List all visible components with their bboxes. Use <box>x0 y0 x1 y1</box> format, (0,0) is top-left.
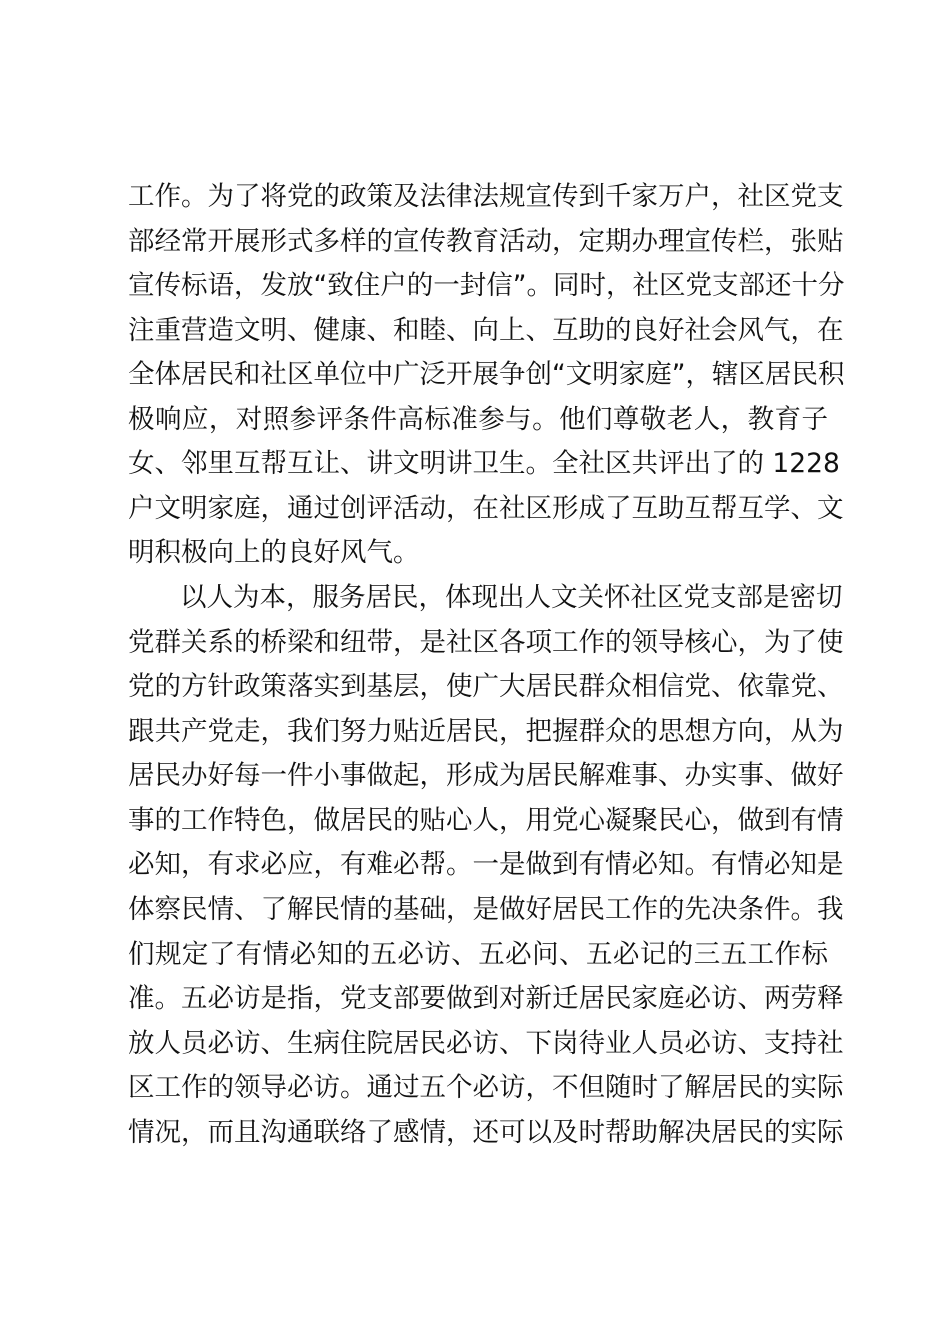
text-line: 体察民情、了解民情的基础，是做好居民工作的先决条件。我 <box>128 894 844 925</box>
text-line: 居民办好每一件小事做起，形成为居民解难事、办实事、做好 <box>128 760 844 791</box>
text-line: 必知，有求必应，有难必帮。一是做到有情必知。有情必知是 <box>128 849 844 880</box>
text-line: 极响应，对照参评条件高标准参与。他们尊敬老人，教育子 <box>128 404 828 435</box>
text-line: 注重营造文明、健康、和睦、向上、互助的良好社会风气，在 <box>128 315 844 346</box>
text-line: 宣传标语，发放“致住户的一封信”。同时，社区党支部还十分 <box>128 270 845 301</box>
text-line: 全体居民和社区单位中广泛开展争创“文明家庭”，辖区居民积 <box>128 359 845 390</box>
text-line: 工作。为了将党的政策及法律法规宣传到千家万户，社区党支 <box>128 181 844 212</box>
text-line: 女、邻里互帮互让、讲文明讲卫生。全社区共评出了的 1228 <box>128 448 840 479</box>
text-line: 部经常开展形式多样的宣传教育活动，定期办理宣传栏，张贴 <box>128 226 844 257</box>
text-line: 事的工作特色，做居民的贴心人，用党心凝聚民心，做到有情 <box>128 805 844 836</box>
text-line: 党的方针政策落实到基层，使广大居民群众相信党、依靠党、 <box>128 671 844 702</box>
text-line: 放人员必访、生病住院居民必访、下岗待业人员必访、支持社 <box>128 1028 844 1059</box>
paragraph-first-line: 以人为本，服务居民，体现出人文关怀社区党支部是密切 <box>180 582 843 613</box>
text-line: 跟共产党走，我们努力贴近居民，把握群众的思想方向，从为 <box>128 716 844 747</box>
text-line: 明积极向上的良好风气。 <box>128 537 420 568</box>
text-line: 区工作的领导必访。通过五个必访，不但随时了解居民的实际 <box>128 1072 844 1103</box>
text-line: 们规定了有情必知的五必访、五必问、五必记的三五工作标 <box>128 939 828 970</box>
text-line: 户文明家庭，通过创评活动，在社区形成了互助互帮互学、文 <box>128 493 844 524</box>
text-line: 准。五必访是指，党支部要做到对新迁居民家庭必访、两劳释 <box>128 983 844 1014</box>
text-line: 情况，而且沟通联络了感情，还可以及时帮助解决居民的实际 <box>128 1117 844 1148</box>
text-line: 党群关系的桥梁和纽带，是社区各项工作的领导核心，为了使 <box>128 627 844 658</box>
